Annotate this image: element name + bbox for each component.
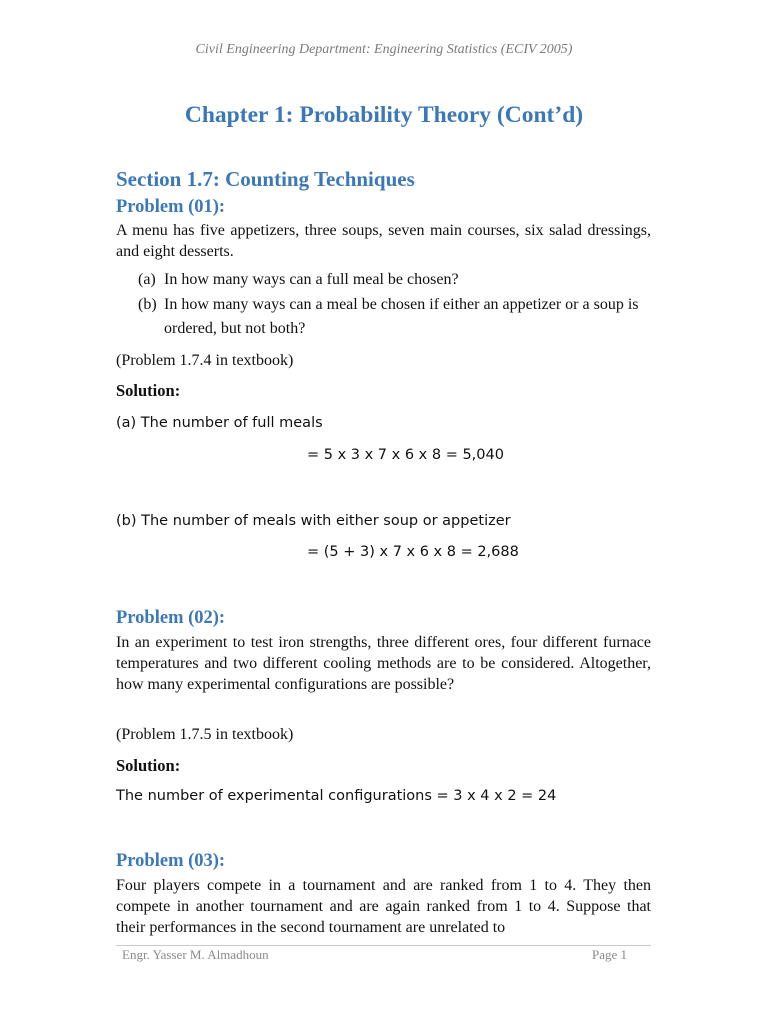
- problem-02-reference: (Problem 1.7.5 in textbook): [116, 726, 294, 743]
- problem-01-item-a: [138, 268, 651, 292]
- problem-03-title: Problem (03):: [116, 851, 226, 871]
- problem-02-solution-label: Solution:: [116, 756, 181, 775]
- item-text: In how many ways can a meal be chosen if either an appetizer or a soup is ordered, but not both?: [164, 296, 639, 337]
- problem-01-solution-b-text: (b) The number of meals with either soup or appetizer: [116, 513, 511, 529]
- section-title: Section 1.7: Counting Techniques: [116, 167, 415, 191]
- item-label: (a): [138, 271, 156, 288]
- item-label: (b): [138, 296, 157, 313]
- page-header: Civil Engineering Department: Engineering Statistics (ECIV 2005): [195, 42, 573, 57]
- chapter-title: Chapter 1: Probability Theory (Cont’d): [184, 102, 584, 128]
- item-text: In how many ways can a full meal be chosen?: [164, 271, 459, 288]
- problem-01-title: Problem (01):: [116, 197, 226, 217]
- problem-01-item-b: [138, 293, 651, 341]
- problem-01-solution-b-equation: = (5 + 3) x 7 x 6 x 8 = 2,688: [307, 544, 519, 560]
- problem-01-reference: (Problem 1.7.4 in textbook): [116, 352, 294, 369]
- footer-page-number: Page 1: [592, 947, 628, 962]
- problem-02-solution-text: The number of experimental configurations = 3 x 4 x 2 = 24: [116, 788, 557, 804]
- problem-02-statement: In an experiment to test iron strengths, three different ores, four different furnace temperatures and two different cooling methods are to be considered. Altogether, how many experimental configurations are possible?: [116, 634, 651, 693]
- problem-03-statement: Four players compete in a tournament and are ranked from 1 to 4. They then compete in another tournament and are again ranked from 1 to 4. Suppose that their performances in the second tournament are unrelated to: [116, 877, 651, 936]
- problem-01-solution-a-text: (a) The number of full meals: [116, 415, 323, 431]
- footer-author: Engr. Yasser M. Almadhoun: [122, 947, 269, 962]
- problem-02-title: Problem (02):: [116, 608, 226, 628]
- problem-01-statement: A menu has five appetizers, three soups, seven main courses, six salad dressings, and eight desserts.: [116, 222, 651, 260]
- footer-divider: [116, 945, 651, 946]
- problem-01-solution-label: Solution:: [116, 381, 181, 400]
- problem-01-solution-a-equation: = 5 x 3 x 7 x 6 x 8 = 5,040: [307, 447, 504, 463]
